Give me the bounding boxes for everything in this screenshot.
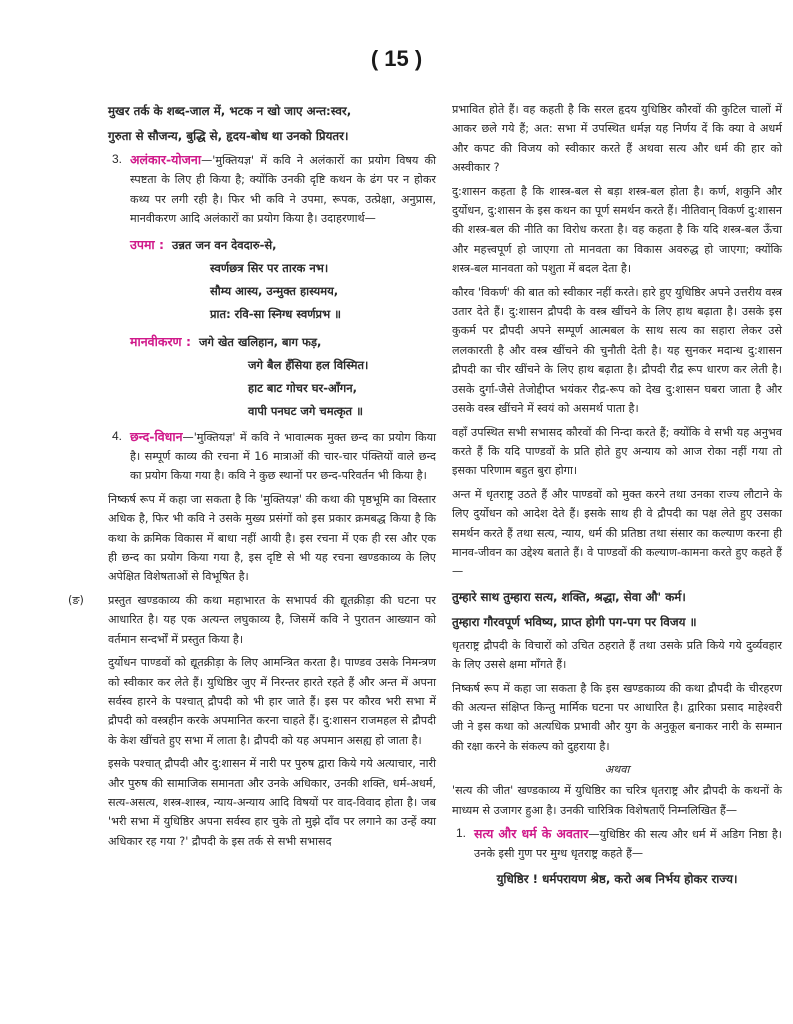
paragraph: कौरव 'विकर्ण' की बात को स्वीकार नहीं करते। हारे हुए युधिष्ठिर अपने उत्तरीय वस्त्र उतार देते हैं। दु:शासन द्रौपदी के वस्त्र खींचने के लिए हाथ बढ़ाता है। उसके इस कुकर्म पर द्रौपदी अपने सम्पूर्ण आत्मबल के साथ सत्य का सहारा लेकर उसे ललकारती है और वस्त्र खींचने की चुनौती देती है। यह सुनकर मदान्ध दु:शासन द्रौपदी का चीर खींचने के लिए हाथ बढ़ाता है। द्रौपदी रौद्र रूप धारण कर लेती है। उसके दुर्गा-जैसे तेजोद्दीप्त भयंकर रौद्र-रूप को देख दु:शासन घबरा जाता है और उसके वस्त्र खींचने में स्वयं को असमर्थ पाता है। — [452, 285, 782, 416]
manavikaran-stanza — [108, 330, 436, 423]
item-number: 1. — [456, 826, 467, 840]
upma-label: उपमा : — [130, 236, 165, 252]
stanza-line: जगे खेत खलिहान, बाग फड़, — [198, 334, 322, 349]
stanza-line: स्वर्णछत्र सिर पर तारक नभ। — [210, 260, 329, 275]
paragraph: धृतराष्ट्र द्रौपदी के विचारों को उचित ठहराते हैं तथा उसके प्रति किये गये दुर्व्यवहार के लिए उससे क्षमा माँगते हैं। — [452, 638, 782, 672]
section-text: प्रस्तुत खण्डकाव्य की कथा महाभारत के सभापर्व की द्यूतक्रीड़ा की घटना पर आधारित है। यह एक अत्यन्त लघुकाव्य है, जिसमें कवि ने पुरातन आख्यान को वर्तमान सन्दर्भों में प्रस्तुत किया है। — [108, 593, 436, 646]
item-alankar-yojana — [108, 150, 436, 229]
stanza-line: वापी पनघट जगे चमत्कृत ॥ — [248, 403, 363, 418]
item-satya-dharma — [452, 824, 782, 864]
athva-divider: अथवा — [604, 763, 630, 777]
item-text: —'मुक्तियज्ञ' में कवि ने अलंकारों का प्रयोग विषय की स्पष्टता के लिए ही किया है; क्योंकि उनकी दृष्टि कथन के ढंग पर न होकर कथ्य पर लगी रही है। फिर भी कवि ने उपमा, रूपक, उत्प्रेक्षा, अनुप्रास, मानवीकरण आदि अलंकारों का प्रयोग किया है। उदाहरणार्थ— — [130, 154, 436, 226]
verse-line: तुम्हारा गौरवपूर्ण भविष्य, प्राप्त होगी पग-पग पर विजय ॥ — [452, 614, 697, 629]
section-e-paragraph — [68, 591, 436, 649]
paragraph: अन्त में धृतराष्ट्र उठते हैं और पाण्डवों को मुक्त करने तथा उनका राज्य लौटाने के लिए दुर्योधन को आदेश देते हैं। इसके साथ ही वे द्रौपदी का पक्ष लेते हुए उसका समर्थन करते हैं तथा सत्य, न्याय, धर्म की प्रतिष्ठा तथा संसार का कल्याण करना ही मानव-जीवन का उद्देश्य बताते हैं। वे पाण्डवों की कल्याण-कामना करते हुए कहते हैं— — [452, 487, 782, 579]
item-number: 3. — [112, 152, 123, 166]
page-number: ( 15 ) — [370, 46, 423, 71]
item-heading: छन्द-विधान — [130, 428, 183, 444]
stanza-line: सौम्य आस्य, उन्मुक्त हास्यमय, — [210, 283, 339, 298]
stanza-line: जगे बैल हँसिया हल विस्मित। — [248, 357, 369, 372]
stanza-line: हाट बाट गोचर घर-आँगन, — [248, 380, 357, 395]
left-column — [68, 100, 436, 855]
item-text: —युधिष्ठिर की सत्य और धर्म में अडिग निष्ठा है। उनके इसी गुण पर मुग्ध धृतराष्ट्र कहते हैं— — [474, 828, 782, 861]
item-heading: अलंकार-योजना — [130, 152, 202, 167]
paragraph: निष्कर्ष रूप में कहा जा सकता है कि इस खण्डकाव्य की कथा द्रौपदी के चीरहरण की अत्यन्त संक्षिप्त किन्तु मार्मिक घटना पर आधारित है। द्वारिका प्रसाद माहेश्वरी जी ने इस कथा को अत्यधिक प्रभावी और युग के अनुकूल बनाकर नारी के सम्मान की रक्षा करने के संकल्प को दुहराया है। — [452, 681, 782, 753]
paragraph: दु:शासन कहता है कि शास्त्र-बल से बड़ा शस्त्र-बल होता है। कर्ण, शकुनि और दुर्योधन, दु:शासन के इस कथन का पूर्ण समर्थन करते हैं। नीतिवान् विकर्ण दु:शासन की शस्त्र-बल की नीति का विरोध करता है। वह कहता है कि यदि शस्त्र-बल ऊँचा और महत्त्वपूर्ण हो जाएगा तो मानवता का विकास अवरुद्ध हो जाएगा; क्योंकि शस्त्र-बल मानवता को पशुता में बदल देता है। — [452, 184, 782, 276]
final-verse: युधिष्ठिर ! धर्मपरायण श्रेष्ठ, करो अब निर्भय होकर राज्य। — [496, 871, 738, 886]
item-text: —'मुक्तियज्ञ' में कवि ने भावात्मक मुक्त छन्द का प्रयोग किया है। सम्पूर्ण काव्य की रचना में 16 मात्राओं की चार-चार पंक्तियों वाले छन्द का प्रयोग किया गया है। कवि ने कुछ स्थानों पर छन्द-परिवर्तन भी किया है। — [130, 430, 436, 483]
stanza-line: उन्नत जन वन देवदारु-से, — [172, 237, 277, 252]
manavikaran-label: मानवीकरण : — [130, 333, 191, 349]
stanza-line: प्रात: रवि-सा स्निग्ध स्वर्णप्रभ ॥ — [210, 306, 342, 321]
paragraph: प्रभावित होते हैं। वह कहती है कि सरल हृदय युधिष्ठिर कौरवों की कुटिल चालों में आकर छले गये हैं; अत: सभा में उपस्थित धर्मज्ञ यह निर्णय दें कि क्या वे अधर्म और कपट की विजय को स्वीकार करते हैं अथवा सत्य और धर्म की हार को अस्वीकार ? — [452, 103, 782, 175]
verse-line: तुम्हारे साथ तुम्हारा सत्य, शक्ति, श्रद्धा, सेवा औ' कर्म। — [452, 589, 686, 604]
paragraph: दुर्योधन पाण्डवों को द्यूतक्रीड़ा के लिए आमन्त्रित करता है। पाण्डव उसके निमन्त्रण को स्वीकार कर लेते हैं। युधिष्ठिर जुए में निरन्तर हारते रहते हैं और अन्त में अपना सर्वस्व हारने के पश्चात् द्रौपदी को भी हार जाते हैं। इस पर कौरव भरी सभा में द्रौपदी को वस्त्रहीन करके अपमानित करना चाहते हैं। दु:शासन राजमहल से द्रौपदी के केश खींचते हुए सभा में लाता है। द्रौपदी को यह अपमान असह्य हो जाता है। — [108, 656, 436, 747]
right-column — [452, 100, 782, 890]
upma-stanza — [108, 233, 436, 326]
item-number: 4. — [112, 428, 123, 443]
paragraph: 'सत्य की जीत' खण्डकाव्य में युधिष्ठिर का चरित्र धृतराष्ट्र और द्रौपदी के कथनों के माध्यम से उजागर हुआ है। उनकी चारित्रिक विशेषताएँ निम्नलिखित हैं— — [452, 784, 782, 817]
conclusion-paragraph: निष्कर्ष रूप में कहा जा सकता है कि 'मुक्तियज्ञ' की कथा की पृष्ठभूमि का विस्तार अधिक है, फिर भी कवि ने उसके मुख्य प्रसंगों को इस प्रकार क्रमबद्ध किया है कि कथा के क्रमिक विकास में बाधा नहीं आयी है। इस रचना में एक ही रस और एक ही छन्द का प्रयोग किया गया है, इस दृष्टि से भी यह रचना खण्डकाव्य के लिए अपेक्षित विशेषताओं से विभूषित है। — [108, 492, 436, 584]
section-mark: (ङ) — [68, 593, 84, 607]
paragraph: इसके पश्चात् द्रौपदी और दु:शासन में नारी पर पुरुष द्वारा किये गये अत्याचार, नारी और पुरुष की सामाजिक समानता और उनके अधिकार, उनकी शक्ति, धर्म-अधर्म, सत्य-असत्य, शस्त्र-शास्त्र, न्याय-अन्याय आदि विषयों पर वाद-विवाद होता है। जब 'भरी सभा में युधिष्ठिर अपना सर्वस्व हार चुके तो मुझे दाँव पर लगाने का उन्हें क्या अधिकार रह गया ?' द्रौपदी के इस तर्क से सभी सभासद — [108, 757, 436, 848]
paragraph: वहाँ उपस्थित सभी सभासद कौरवों की निन्दा करते हैं; क्योंकि वे सभी यह अनुभव करते हैं कि यदि पाण्डवों के प्रति होते हुए अन्याय को आज रोका नहीं गया तो इसका परिणाम बहुत बुरा होगा। — [452, 425, 782, 478]
item-chhand-vidhan — [108, 427, 436, 486]
item-heading: सत्य और धर्म के अवतार — [474, 826, 589, 841]
intro-verse-line: गुरुता से सौजन्य, बुद्धि से, हृदय-बोध था उनको प्रियतर। — [108, 129, 349, 143]
intro-verse-line: मुखर तर्क के शब्द-जाल में, भटक न खो जाए अन्त:स्वर, — [108, 104, 352, 118]
